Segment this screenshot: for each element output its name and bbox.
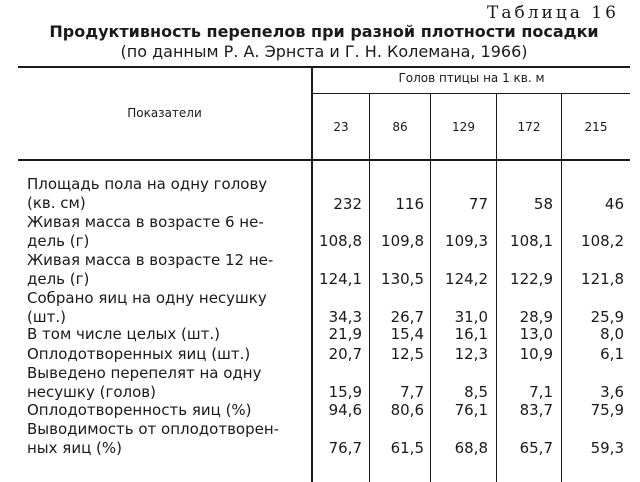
header-col-172: 172 [517,120,541,134]
row-label: Живая масса в возрасте 6 не- дель (г) [27,213,264,250]
column-divider [369,94,370,482]
row-label: Выведено перепелят на одну несушку (голов) [27,364,262,401]
row-label: Оплодотворенность яиц (%) [27,401,252,419]
row-label: Живая масса в возрасте 12 не- дель (г) [27,251,274,288]
table-cell: 7,1 [529,383,553,401]
table-cell: 124,2 [445,270,488,288]
table-cell: 10,9 [519,345,553,363]
table-cell: 94,6 [328,401,362,419]
row-label: Выводимость от оплодотворен- ных яиц (%) [27,420,280,457]
table-cell: 76,1 [454,401,488,419]
table-label: Таблица 16 [487,3,619,23]
table-cell: 77 [468,195,488,213]
table-cell: 15,9 [328,383,362,401]
row-label: Собрано яиц на одну несушку (шт.) [27,289,267,326]
table-cell: 122,9 [510,270,553,288]
table-cell: 16,1 [454,325,488,343]
table-cell: 61,5 [390,439,424,457]
table-cell: 108,8 [319,232,362,250]
table-cell: 121,8 [581,270,624,288]
table-cell: 76,7 [328,439,362,457]
table-cell: 25,9 [590,308,624,326]
table-cell: 12,3 [454,345,488,363]
header-indicators: Показатели [127,106,202,120]
row-label: В том числе целых (шт.) [27,325,220,343]
header-col-215: 215 [584,120,608,134]
table-cell: 108,1 [510,232,553,250]
header-col-129: 129 [452,120,475,134]
table-cell: 26,7 [390,308,424,326]
table-cell: 83,7 [519,401,553,419]
table-cell: 20,7 [328,345,362,363]
column-divider [430,94,431,482]
table-cell: 109,8 [381,232,424,250]
table-subtitle: (по данным Р. А. Эрнста и Г. Н. Колемана, 1966) [120,42,528,61]
table-cell: 130,5 [381,270,424,288]
table-cell: 15,4 [390,325,424,343]
table-cell: 232 [333,195,362,213]
row-label: Оплодотворенных яиц (шт.) [27,345,251,363]
table-cell: 21,9 [328,325,362,343]
table-cell: 8,0 [600,325,624,343]
table-cell: 108,2 [581,232,624,250]
header-bottom-rule [18,159,630,161]
table-cell: 59,3 [590,439,624,457]
table-title: Продуктивность перепелов при разной плотности посадки [49,22,599,41]
table-cell: 68,8 [454,439,488,457]
table-cell: 13,0 [519,325,553,343]
table-cell: 12,5 [390,345,424,363]
table-cell: 34,3 [328,308,362,326]
table-cell: 65,7 [519,439,553,457]
table-cell: 109,3 [445,232,488,250]
table-cell: 124,1 [319,270,362,288]
group-header-rule [311,93,630,94]
table-cell: 31,0 [454,308,488,326]
table-cell: 3,6 [600,383,624,401]
table-cell: 58 [533,195,553,213]
table-cell: 28,9 [519,308,553,326]
table-cell: 116 [395,195,424,213]
table-cell: 46 [604,195,624,213]
header-group: Голов птицы на 1 кв. м [398,71,545,85]
table-cell: 7,7 [400,383,424,401]
table-cell: 75,9 [590,401,624,419]
header-col-23: 23 [333,120,349,134]
table-cell: 80,6 [390,401,424,419]
column-divider [561,94,562,482]
header-col-86: 86 [392,120,408,134]
table-cell: 6,1 [600,345,624,363]
column-divider [496,94,497,482]
row-label: Площадь пола на одну голову (кв. см) [27,175,268,212]
table-top-rule [18,66,630,68]
table-cell: 8,5 [464,383,488,401]
